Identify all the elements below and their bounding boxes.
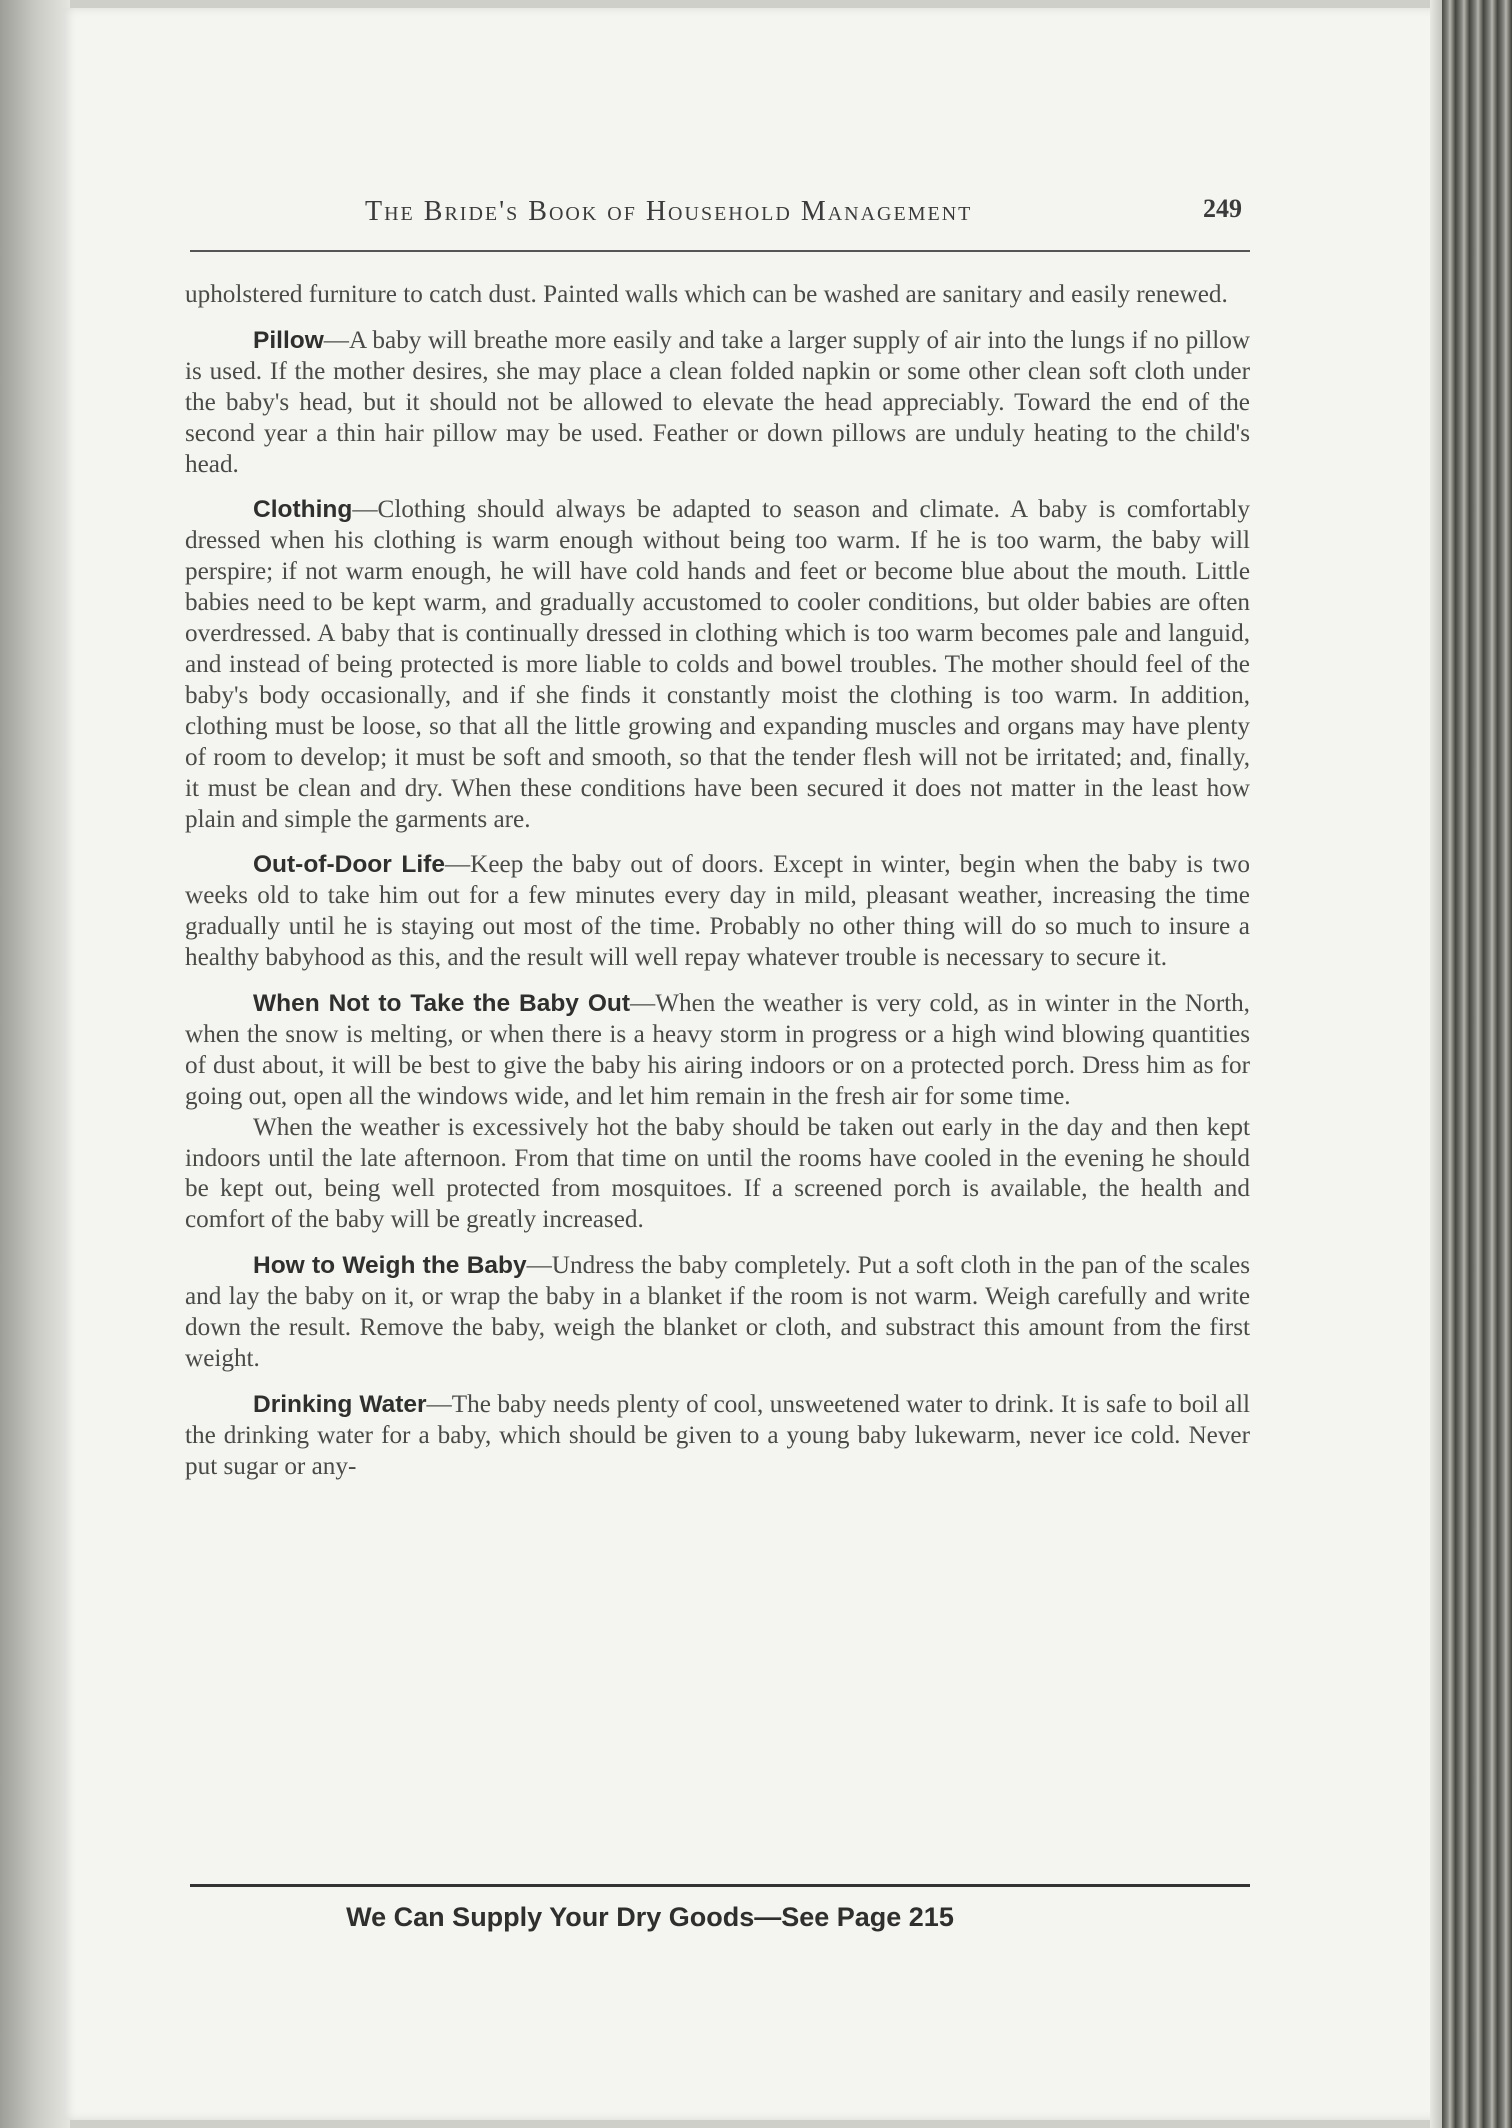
paragraph-pillow bbox=[185, 326, 1250, 481]
section-heading-when-not-out: When Not to Take the Baby Out bbox=[253, 990, 631, 1018]
footer-rule bbox=[190, 1884, 1250, 1887]
section-heading-outdoor: Out-of-Door Life bbox=[253, 851, 445, 879]
footer-advert: We Can Supply Your Dry Goods—See Page 215 bbox=[346, 1902, 954, 1932]
section-heading-water: Drinking Water bbox=[253, 1390, 427, 1418]
paragraph-text: —A baby will breathe more easily and take a larger supply of air into the lungs if no pillow is used. If the mother desires, she may place a clean folded napkin or some other clean soft cloth under the baby's head, but it should not be allowed to elevate the head appreciably. Toward the end of the second year a thin hair pillow may be used. Feather or down pillows are unduly heating to the child's head. bbox=[185, 326, 1250, 478]
paragraph-water bbox=[185, 1390, 1250, 1483]
section-heading-pillow: Pillow bbox=[253, 326, 324, 354]
running-title: The Bride's Book of Household Management bbox=[365, 196, 973, 227]
paragraph-hot-weather: When the weather is excessively hot the baby should be taken out early in the day and then kept indoors until the late afternoon. From that time on until the rooms have cooled in the evening he should be kept out, being well protected from mosquitoes. If a screened porch is available, the health and comfort of the baby will be greatly increased. bbox=[185, 1113, 1250, 1234]
section-heading-weigh: How to Weigh the Baby bbox=[253, 1252, 527, 1280]
page-body bbox=[185, 280, 1250, 1483]
paragraph-clothing bbox=[185, 495, 1250, 835]
paragraph-when-not-out bbox=[185, 989, 1250, 1113]
paragraph-text: —When the weather is very cold, as in winter in the North, when the snow is melting, or when there is a heavy storm in progress or a high wind blowing quantities of dust about, it will be best to give the baby his airing indoors or on a protected porch. Dress him as for going out, open all the windows wide, and let him remain in the fresh air for some time. bbox=[185, 990, 1250, 1110]
page-gutter-shadow bbox=[0, 0, 70, 2128]
paragraph-text: —The baby needs plenty of cool, unsweetened water to drink. It is safe to boil all the drinking water for a baby, which should be given to a young baby lukewarm, never ice cold. Never put sugar or any- bbox=[185, 1390, 1250, 1480]
section-heading-clothing: Clothing bbox=[253, 496, 353, 524]
paragraph-weigh bbox=[185, 1251, 1250, 1375]
paragraph-continuation: upholstered furniture to catch dust. Painted walls which can be washed are sanitary and easily renewed. bbox=[185, 281, 1228, 308]
page-number: 249 bbox=[1203, 194, 1242, 223]
paragraph-outdoor bbox=[185, 850, 1250, 974]
paragraph-text: —Clothing should always be adapted to season and climate. A baby is comfortably dressed when his clothing is warm enough without being too warm. If he is too warm, the baby will perspire; if not warm enough, he will have cold hands and feet or become blue about the mouth. Little babies need to be kept warm, and gradually accustomed to cooler conditions, but older babies are often overdressed. A baby that is continually dressed in clothing which is too warm becomes pale and languid, and instead of being protected is more liable to colds and bowel troubles. The mother should feel of the baby's body occasionally, and if she finds it constantly moist the clothing is too warm. In addition, clothing must be loose, so that all the little growing and expanding muscles and organs may have plenty of room to develop; it must be soft and smooth, so that the tender flesh will not be irritated; and, finally, it must be clean and dry. When these conditions have been secured it does not matter in the least how plain and simple the garments are. bbox=[185, 496, 1250, 833]
book-spine bbox=[1442, 0, 1512, 2128]
running-header bbox=[190, 190, 1250, 252]
paragraph-text: —Keep the baby out of doors. Except in winter, begin when the baby is two weeks old to take him out for a few minutes every day in mild, pleasant weather, increasing the time gradually until he is staying out most of the time. Probably no other thing will do so much to insure a healthy babyhood as this, and the result will well repay whatever trouble is necessary to secure it. bbox=[185, 851, 1250, 972]
paragraph-text: —Undress the baby completely. Put a soft cloth in the pan of the scales and lay the baby on it, or wrap the baby in a blanket if the room is not warm. Weigh carefully and write down the result. Remove the baby, weigh the blanket or cloth, and substract this amount from the first weight. bbox=[185, 1252, 1250, 1372]
